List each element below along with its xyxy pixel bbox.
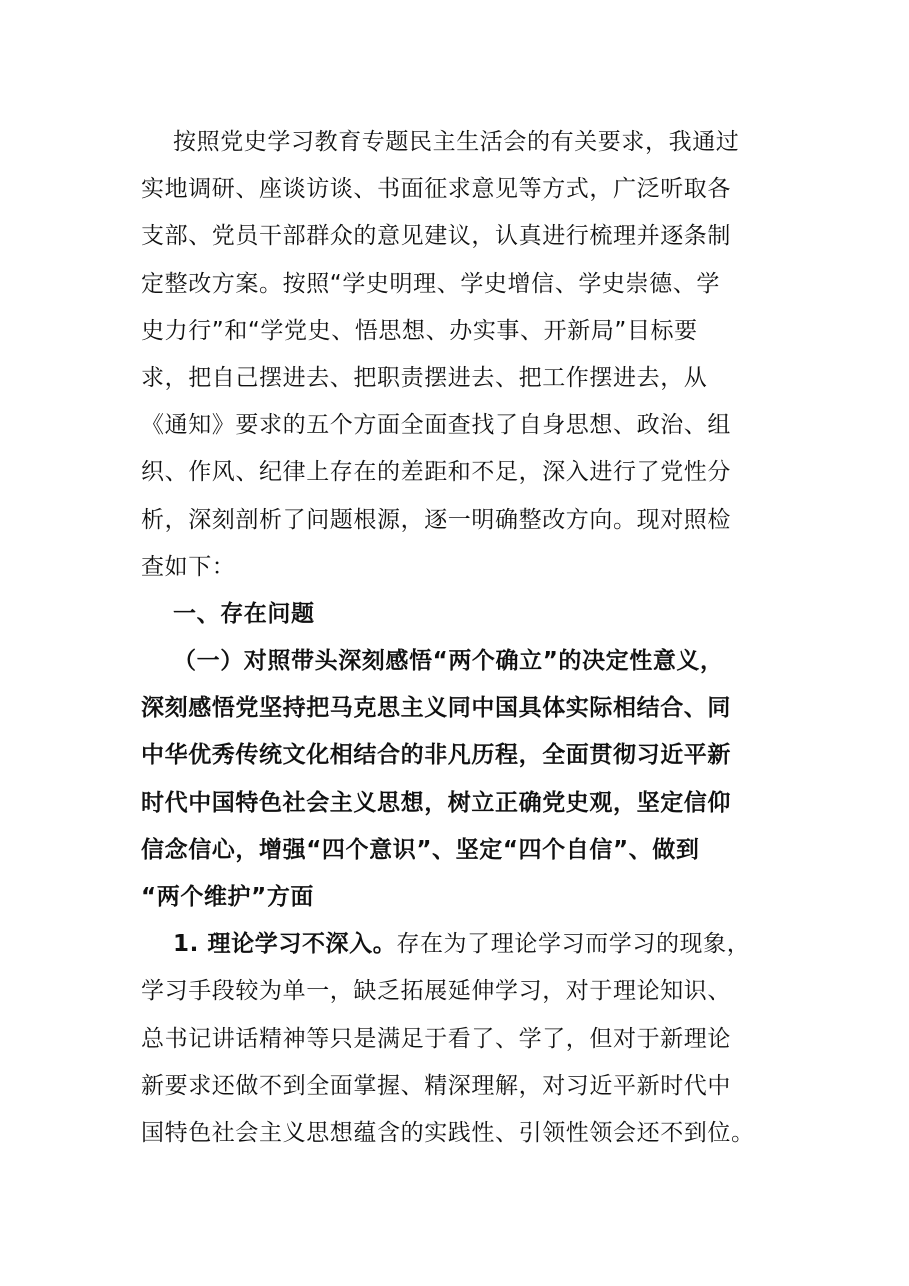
item-1-paragraph: [141, 926, 765, 1162]
section-heading: 一、存在问题: [173, 600, 315, 627]
subsection-heading-line: “两个维护”方面: [141, 884, 315, 910]
item-1-first-line: [141, 926, 765, 973]
paragraph-line: 新要求还做不到全面掌握、精深理解，对习近平新时代中: [141, 1072, 731, 1099]
paragraph-line: 史力行”和“学党史、悟思想、办实事、开新局”目标要: [141, 317, 698, 344]
subsection-heading-line: 信念信心，增强“四个意识”、坚定“四个自信”、做到: [141, 836, 700, 863]
document-body: [141, 124, 765, 1162]
paragraph-line: 支部、党员干部群众的意见建议，认真进行梳理并逐条制: [141, 223, 731, 250]
subsection-heading-line: （一）对照带头深刻感悟“两个确立”的决定性意义，: [173, 648, 724, 675]
paragraph-line: 查如下：: [141, 553, 236, 580]
intro-paragraph: [141, 124, 765, 596]
paragraph-line: 求，把自己摆进去、把职责摆进去、把工作摆进去，从: [141, 364, 708, 391]
item-1-title: 1. 理论学习不深入。: [173, 931, 397, 958]
paragraph-line: 析，深刻剖析了问题根源，逐一明确整改方向。现对照检: [141, 506, 731, 533]
subsection-heading: [141, 643, 765, 926]
paragraph-line: 总书记讲话精神等只是满足于看了、学了，但对于新理论: [141, 1025, 731, 1052]
paragraph-line: 国特色社会主义思想蕴含的实践性、引领性领会还不到位。: [141, 1119, 755, 1146]
paragraph-line: 定整改方案。按照“学史明理、学史增信、学史崇德、学: [141, 270, 720, 297]
paragraph-line: 按照党史学习教育专题民主生活会的有关要求，我通过: [173, 129, 740, 155]
item-1-text: 存在为了理论学习而学习的现象，: [396, 931, 751, 958]
paragraph-line: 学习手段较为单一，缺乏拓展延伸学习，对于理论知识、: [141, 978, 731, 1005]
subsection-heading-line: 深刻感悟党坚持把马克思主义同中国具体实际相结合、同: [141, 695, 731, 722]
paragraph-line: 《通知》要求的五个方面全面查找了自身思想、政治、组: [141, 412, 731, 439]
subsection-heading-line: 时代中国特色社会主义思想，树立正确党史观，坚定信仰: [141, 789, 731, 816]
paragraph-line: 实地调研、座谈访谈、书面征求意见等方式，广泛听取各: [141, 176, 731, 203]
subsection-heading-line: 中华优秀传统文化相结合的非凡历程，全面贯彻习近平新: [141, 742, 731, 769]
paragraph-line: 织、作风、纪律上存在的差距和不足，深入进行了党性分: [141, 459, 731, 486]
